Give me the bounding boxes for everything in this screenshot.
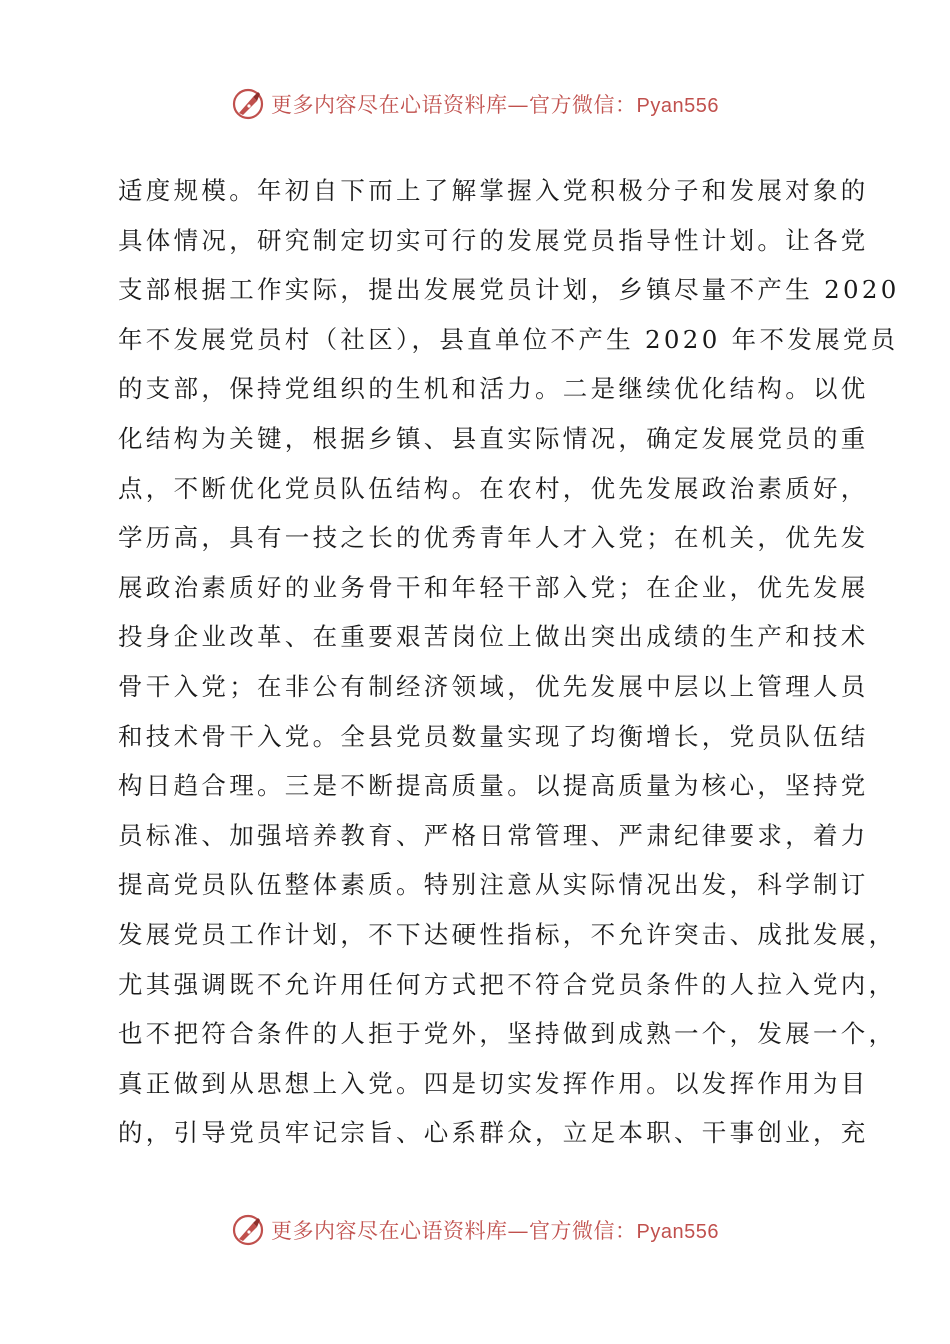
text-line: 和技术骨干入党。全县党员数量实现了均衡增长，党员队伍结 [118, 721, 869, 751]
text-line: 提高党员队伍整体素质。特别注意从实际情况出发，科学制订 [118, 870, 869, 900]
pen-nib-circle-icon [231, 87, 265, 121]
text-line: 发展党员工作计划，不下达硬性指标，不允许突击、成批发展， [118, 919, 897, 949]
text-line: 的，引导党员牢记宗旨、心系群众，立足本职、干事创业，充 [118, 1118, 869, 1148]
text-line: 化结构为关键，根据乡镇、县直实际情况，确定发展党员的重 [118, 423, 869, 453]
pen-nib-circle-icon [231, 1213, 265, 1247]
text-line: 尤其强调既不允许用任何方式把不符合党员条件的人拉入党内， [118, 969, 897, 999]
text-line: 学历高，具有一技之长的优秀青年人才入党；在机关，优先发 [118, 523, 869, 553]
document-body [118, 166, 900, 1158]
text-line: 投身企业改革、在重要艰苦岗位上做出突出成绩的生产和技术 [118, 622, 869, 652]
wechat-handle: Pyan556 [636, 95, 719, 117]
wechat-handle: Pyan556 [636, 1221, 719, 1243]
text-line: 支部根据工作实际，提出发展党员计划，乡镇尽量不产生 2020 [118, 275, 900, 305]
watermark-text: 更多内容尽在心语资料库—官方微信：Pyan556 [271, 1219, 719, 1243]
text-line: 点，不断优化党员队伍结构。在农村，优先发展政治素质好， [118, 473, 869, 503]
footer-watermark [0, 1212, 950, 1248]
text-line: 骨干入党；在非公有制经济领域，优先发展中层以上管理人员 [118, 671, 869, 701]
text-line: 适度规模。年初自下而上了解掌握入党积极分子和发展对象的 [118, 176, 869, 205]
text-line: 的支部，保持党组织的生机和活力。二是继续优化结构。以优 [118, 374, 869, 404]
header-watermark [0, 86, 950, 122]
text-line: 员标准、加强培养教育、严格日常管理、严肃纪律要求，着力 [118, 820, 869, 850]
text-line: 年不发展党员村（社区），县直单位不产生 2020 年不发展党员 [118, 324, 899, 354]
text-line: 展政治素质好的业务骨干和年轻干部入党；在企业，优先发展 [118, 572, 869, 602]
text-line: 构日趋合理。三是不断提高质量。以提高质量为核心，坚持党 [118, 771, 869, 801]
text-line: 具体情况，研究制定切实可行的发展党员指导性计划。让各党 [118, 225, 869, 255]
text-line: 真正做到从思想上入党。四是切实发挥作用。以发挥作用为目 [118, 1068, 869, 1098]
text-line: 也不把符合条件的人拒于党外，坚持做到成熟一个，发展一个， [118, 1019, 897, 1049]
watermark-text: 更多内容尽在心语资料库—官方微信：Pyan556 [271, 93, 719, 117]
